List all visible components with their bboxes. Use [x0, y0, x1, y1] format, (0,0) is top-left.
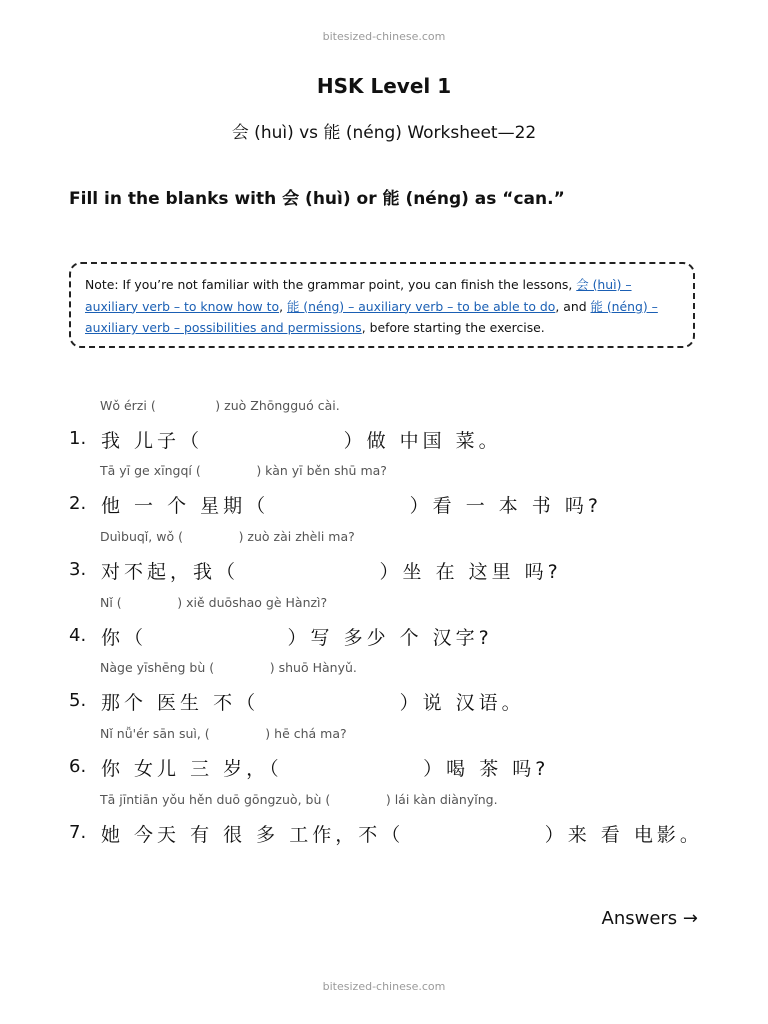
note-prefix: Note: If you’re not familiar with the grammar point, you can finish the lessons,: [85, 277, 577, 292]
question-pinyin: Tā jīntiān yǒu hěn duō gōngzuò, bù ( ) lái kàn diànyǐng.: [100, 792, 498, 807]
question-number: 7.: [69, 822, 87, 843]
note-box: [69, 262, 695, 348]
question-pinyin: Duìbuqǐ, wǒ ( ) zuò zài zhèli ma?: [100, 529, 355, 544]
site-url-bottom[interactable]: bitesized-chinese.com: [322, 980, 446, 993]
question-number: 6.: [69, 756, 87, 777]
question-number: 2.: [69, 493, 87, 514]
question-pinyin: Wǒ érzi ( ) zuò Zhōngguó cài.: [100, 398, 340, 413]
question-hanzi: 对不起，我（ ）坐 在 这里 吗?: [101, 561, 562, 583]
lesson-link-hui[interactable]: 会 (huì) – auxiliary verb – to know how to: [85, 277, 632, 314]
question-hanzi: 你 女儿 三 岁，（ ）喝 茶 吗?: [101, 758, 550, 780]
lesson-link-neng-permission[interactable]: 能 (néng) – auxiliary verb – possibilities and permissions: [85, 298, 658, 335]
question-hanzi: 那个 医生 不（ ）说 汉语。: [101, 692, 525, 714]
note-separator: ,: [279, 298, 287, 314]
note-separator: , and: [555, 298, 591, 314]
instruction-text: Fill in the blanks with 会 (huì) or 能 (néng) as “can.”: [69, 189, 565, 209]
answers-link[interactable]: Answers →: [601, 908, 698, 929]
question-pinyin: Nǐ nǚ'ér sān suì, ( ) hē chá ma?: [100, 726, 347, 741]
lesson-link-neng-able[interactable]: 能 (néng) – auxiliary verb – to be able to do: [286, 298, 556, 314]
page-subtitle: 会 (huì) vs 能 (néng) Worksheet—22: [231, 123, 537, 143]
question-hanzi: 你（ ）写 多少 个 汉字?: [101, 627, 493, 649]
note-suffix: , before starting the exercise.: [361, 320, 545, 335]
question-hanzi: 我 儿子（ ）做 中国 菜。: [101, 430, 502, 452]
question-number: 3.: [69, 559, 87, 580]
question-hanzi: 她 今天 有 很 多 工作，不（ ）来 看 电影。: [101, 824, 703, 846]
site-url-top[interactable]: bitesized-chinese.com: [322, 30, 446, 43]
page-title: HSK Level 1: [316, 74, 452, 98]
question-pinyin: Tā yī ge xīngqí ( ) kàn yī běn shū ma?: [100, 463, 387, 478]
question-number: 1.: [69, 428, 87, 449]
question-pinyin: Nǐ ( ) xiě duōshao gè Hànzì?: [100, 595, 328, 610]
question-number: 5.: [69, 690, 87, 711]
question-number: 4.: [69, 625, 87, 646]
question-hanzi: 他 一 个 星期（ ）看 一 本 书 吗?: [101, 495, 602, 517]
question-pinyin: Nàge yīshēng bù ( ) shuō Hànyǔ.: [100, 660, 357, 675]
